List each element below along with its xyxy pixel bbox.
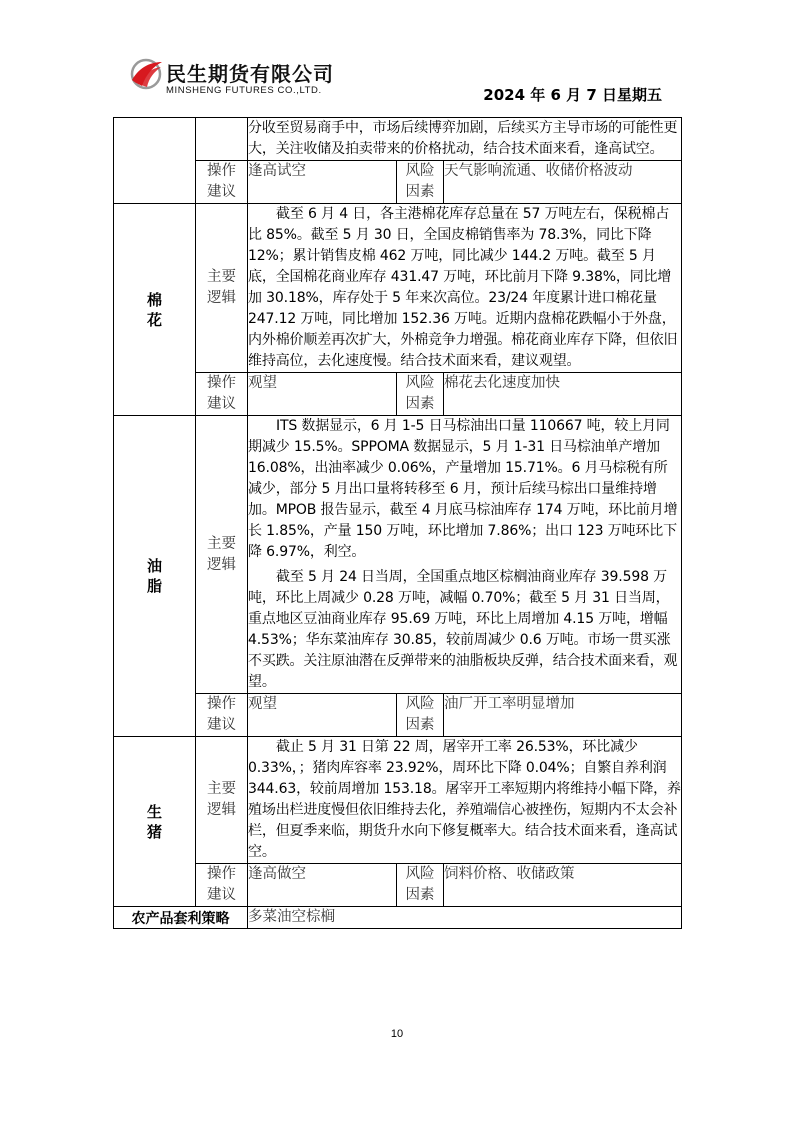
oil-category: 油 脂 [114,416,196,737]
arbitrage-row [114,907,682,929]
oil-operation-value: 观望 [248,694,397,737]
oil-risk-value: 油厂开工率明显增加 [444,694,682,737]
company-logo [128,56,368,100]
hog-logic-text: 截止 5 月 31 日第 22 周，屠宰开工率 26.53%，环比减少 0.33%，；猪肉库容率 23.92%，周环比下降 0.04%；自繁自养利润 344.63，较前周增加 153.18。屠宰开工率短期内将维持小幅下降，养殖场出栏进度慢但依旧维持去化，养殖端信心被挫伤，短期内不太会补栏，但夏季来临，期货升水向下修复概率大。结合技术面来看，逢高试空。 [248,739,681,860]
risk-label: 风险 因素 [397,373,444,416]
report-date: 2024 年 6 月 7 日星期五 [483,86,662,104]
logic-label: 主要 逻辑 [196,416,248,694]
risk-label: 风险 因素 [397,161,444,204]
cotton-operation-row [114,373,682,416]
logic-label: 主要 逻辑 [196,737,248,864]
prev-logic-row [114,118,682,161]
risk-label: 风险 因素 [397,694,444,737]
operation-label: 操作 建议 [196,161,248,204]
prev-operation-row [114,161,682,204]
logic-label: 主要 逻辑 [196,204,248,373]
prev-category-cell [114,118,196,204]
logo-english-name: MINSHENG FUTURES CO.,LTD. [166,85,322,96]
hog-logic-row [114,737,682,864]
arbitrage-label: 农产品套利策略 [114,907,248,929]
hog-logic-cell [248,737,682,864]
prev-logic-label-cell [196,118,248,161]
hog-operation-row [114,864,682,907]
hog-category: 生 猪 [114,737,196,907]
cotton-logic-cell [248,204,682,373]
logo-chinese-name: 民生期货有限公司 [166,62,334,86]
prev-operation-value: 逢高试空 [248,161,397,204]
arbitrage-value: 多菜油空棕榈 [248,907,682,929]
oil-operation-row [114,694,682,737]
prev-logic-text: 分收至贸易商手中，市场后续博弈加剧，后续买方主导市场的可能性更大，关注收储及拍卖带来的价格扰动，结合技术面来看，逢高试空。 [248,120,678,157]
operation-label: 操作 建议 [196,373,248,416]
prev-risk-value: 天气影响流通、收储价格波动 [444,161,682,204]
strategy-table [113,117,682,929]
oil-logic-cell [248,416,682,694]
prev-logic-cell [248,118,682,161]
cotton-risk-value: 棉花去化速度加快 [444,373,682,416]
cotton-category: 棉 花 [114,204,196,416]
risk-label: 风险 因素 [397,864,444,907]
oil-logic-row [114,416,682,694]
page-number: 10 [390,1028,404,1040]
oil-logic-paragraph-2: 截至 5 月 24 日当周，全国重点地区棕榈油商业库存 39.598 万吨，环比上周减少 0.28 万吨，减幅 0.70%；截至 5 月 31 日当周，重点地区豆油商业库存 95.69 万吨，环比上周增加 4.15 万吨，增幅 4.53%；华东菜油库存 30.85，较前周减少 0.6 万吨。市场一贯买涨不买跌。关注原油潜在反弹带来的油脂板块反弹，结合技术面来看，观望。 [248,569,678,690]
operation-label: 操作 建议 [196,694,248,737]
minsheng-swoosh-icon [128,56,164,92]
cotton-logic-row [114,204,682,373]
hog-operation-value: 逢高做空 [248,864,397,907]
cotton-operation-value: 观望 [248,373,397,416]
hog-risk-value: 饲料价格、收储政策 [444,864,682,907]
oil-logic-paragraph-1: ITS 数据显示，6 月 1-5 日马棕油出口量 110667 吨，较上月同期减少 15.5%。SPPOMA 数据显示，5 月 1-31 日马棕油单产增加 16.08%，出油率减少 0.06%，产量增加 15.71%。6 月马棕税有所减少，部分 5 月出口量将转移至 6 月，预计后续马棕出口量维持增加。MPOB 报告显示，截至 4 月底马棕油库存 174 万吨，环比前月增长 1.85%，产量 150 万吨，环比增加 7.86%；出口 123 万吨环比下降 6.97%，利空。 [248,418,678,560]
cotton-logic-text: 截至 6 月 4 日，各主港棉花库存总量在 57 万吨左右，保税棉占比 85%。截至 5 月 30 日，全国皮棉销售率为 78.3%，同比下降 12%；累计销售皮棉 462 万吨，同比减少 144.2 万吨。截至 5 月底，全国棉花商业库存 431.47 万吨，环比前月下降 9.38%，同比增加 30.18%，库存处于 5 年来次高位。23/24 年度累计进口棉花量 247.12 万吨，同比增加 152.36 万吨。近期内盘棉花跌幅小于外盘，内外棉价顺差再次扩大，外棉竞争力增强。棉花商业库存下降，但依旧维持高位，去化速度慢。结合技术面来看，建议观望。 [248,206,678,369]
operation-label: 操作 建议 [196,864,248,907]
